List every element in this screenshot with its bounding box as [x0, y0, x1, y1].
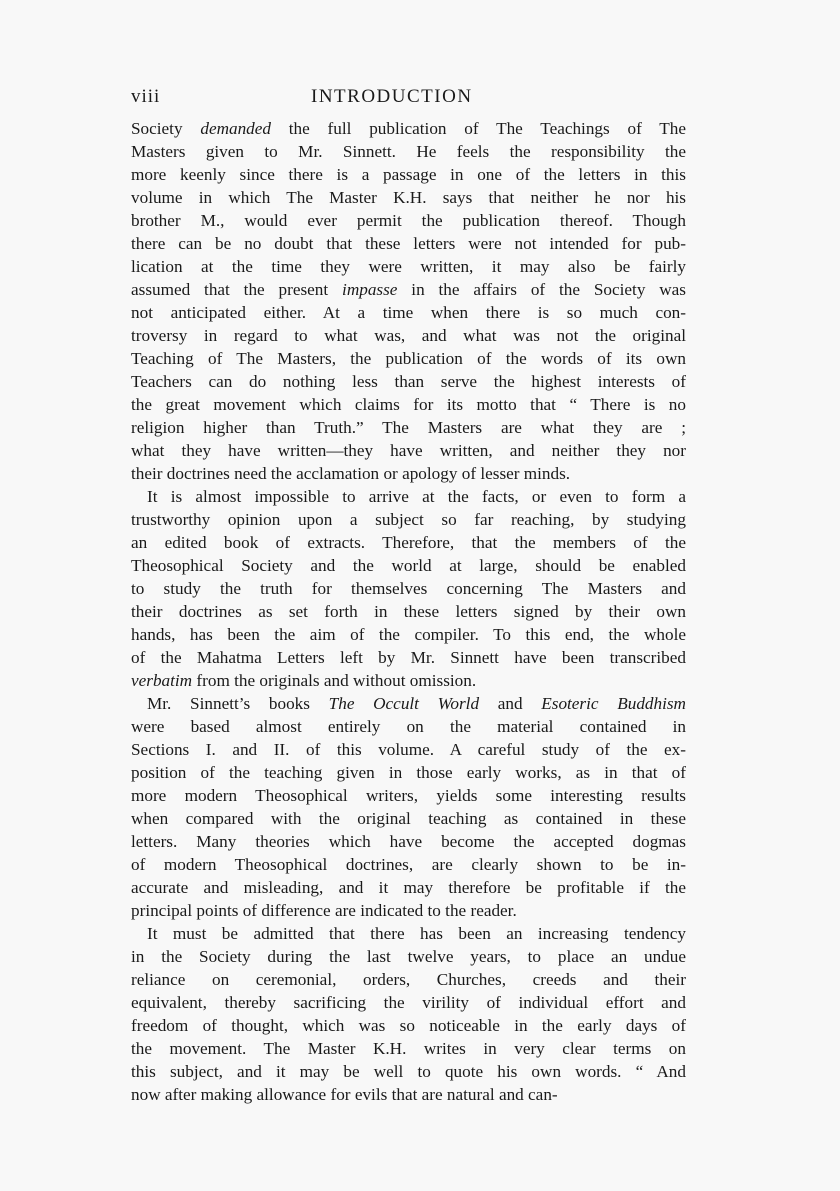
text-run: their doctrines need the acclamation or apology of lesser minds.: [131, 464, 571, 483]
text-line: [131, 186, 686, 209]
text-run: in the Society during the last twelve years, to place an undue: [131, 947, 686, 966]
text-run: accurate and misleading, and it may therefore be profitable if the: [131, 878, 686, 897]
text-line: [131, 462, 686, 485]
text-run: what they have written—they have written, and neither they nor: [131, 441, 686, 460]
text-run: the movement. The Master K.H. writes in very clear terms on: [131, 1039, 686, 1058]
text-run: brother M., would ever permit the publication thereof. Though: [131, 211, 686, 230]
text-line: [131, 968, 686, 991]
paragraph: [131, 692, 686, 922]
italic-text: demanded: [200, 119, 271, 138]
text-line: [131, 646, 686, 669]
text-line: [131, 301, 686, 324]
text-run: were based almost entirely on the material contained in: [131, 717, 686, 736]
text-line: [131, 784, 686, 807]
paragraph: [131, 485, 686, 692]
text-run: of modern Theosophical doctrines, are clearly shown to be in-: [131, 855, 686, 874]
text-run: Masters given to Mr. Sinnett. He feels the responsibility the: [131, 142, 686, 161]
text-line: [131, 600, 686, 623]
text-run: of the Mahatma Letters left by Mr. Sinnett have been transcribed: [131, 648, 686, 667]
text-line: [131, 1060, 686, 1083]
text-line: [131, 554, 686, 577]
text-run: not anticipated either. At a time when there is so much con-: [131, 303, 686, 322]
text-run: equivalent, thereby sacrificing the virility of individual effort and: [131, 993, 686, 1012]
text-run: troversy in regard to what was, and what was not the original: [131, 326, 686, 345]
text-run: the great movement which claims for its motto that “ There is no: [131, 395, 686, 414]
text-run: Mr. Sinnett’s books: [147, 694, 329, 713]
text-line: [131, 715, 686, 738]
text-line: [131, 830, 686, 853]
text-line: [131, 416, 686, 439]
text-run: Society: [131, 119, 201, 138]
text-run: more modern Theosophical writers, yields some interesting results: [131, 786, 686, 805]
text-run: It must be admitted that there has been an increasing tendency: [147, 924, 686, 943]
text-line: [131, 255, 686, 278]
text-run: and: [479, 694, 542, 713]
text-run: in the affairs of the Society was: [397, 280, 686, 299]
text-line: [131, 140, 686, 163]
italic-text: verbatim: [131, 671, 193, 690]
text-run: reliance on ceremonial, orders, Churches, creeds and their: [131, 970, 686, 989]
paragraph: [131, 922, 686, 1106]
text-line: [131, 807, 686, 830]
text-run: there can be no doubt that these letters were not intended for pub-: [131, 234, 686, 253]
text-line: [131, 1037, 686, 1060]
text-run: position of the teaching given in those early works, as in that of: [131, 763, 686, 782]
text-line: [131, 692, 686, 715]
text-line: [131, 117, 686, 140]
text-line: [131, 577, 686, 600]
text-run: freedom of thought, which was so noticeable in the early days of: [131, 1016, 686, 1035]
text-line: [131, 922, 686, 945]
text-line: [131, 163, 686, 186]
text-run: the full publication of The Teachings of The: [270, 119, 686, 138]
text-line: [131, 485, 686, 508]
text-run: Sections I. and II. of this volume. A careful study of the ex-: [131, 740, 686, 759]
running-title: INTRODUCTION: [311, 86, 473, 107]
text-line: [131, 232, 686, 255]
text-line: [131, 439, 686, 462]
text-line: [131, 209, 686, 232]
italic-text: The Occult World: [328, 694, 480, 713]
text-line: [131, 347, 686, 370]
text-run: an edited book of extracts. Therefore, that the members of the: [131, 533, 686, 552]
text-run: Theosophical Society and the world at large, should be enabled: [131, 556, 686, 575]
text-run: It is almost impossible to arrive at the facts, or even to form a: [147, 487, 686, 506]
text-run: to study the truth for themselves concerning The Masters and: [131, 579, 686, 598]
text-run: trustworthy opinion upon a subject so far reaching, by studying: [131, 510, 686, 529]
text-run: when compared with the original teaching as contained in these: [131, 809, 686, 828]
running-header: [131, 86, 686, 116]
text-line: [131, 945, 686, 968]
body-text: [131, 117, 686, 1106]
text-run: more keenly since there is a passage in one of the letters in this: [131, 165, 686, 184]
text-run: Teaching of The Masters, the publication of the words of its own: [131, 349, 686, 368]
text-run: assumed that the present: [131, 280, 343, 299]
text-line: [131, 669, 686, 692]
text-line: [131, 370, 686, 393]
text-line: [131, 531, 686, 554]
text-run: letters. Many theories which have become the accepted dogmas: [131, 832, 686, 851]
text-line: [131, 1083, 686, 1106]
text-run: hands, has been the aim of the compiler. To this end, the whole: [131, 625, 686, 644]
text-run: principal points of difference are indicated to the reader.: [131, 901, 517, 920]
text-line: [131, 324, 686, 347]
text-line: [131, 623, 686, 646]
page-number: viii: [131, 86, 161, 107]
text-line: [131, 991, 686, 1014]
text-line: [131, 761, 686, 784]
text-line: [131, 508, 686, 531]
text-run: this subject, and it may be well to quote his own words. “ And: [131, 1062, 686, 1081]
text-run: religion higher than Truth.” The Masters are what they are ;: [131, 418, 686, 437]
text-line: [131, 393, 686, 416]
text-line: [131, 1014, 686, 1037]
text-run: lication at the time they were written, it may also be fairly: [131, 257, 686, 276]
italic-text: Esoteric Buddhism: [541, 694, 686, 713]
text-line: [131, 853, 686, 876]
text-run: their doctrines as set forth in these letters signed by their own: [131, 602, 686, 621]
text-run: now after making allowance for evils that are natural and can-: [131, 1085, 558, 1104]
text-line: [131, 876, 686, 899]
paragraph: [131, 117, 686, 485]
text-line: [131, 738, 686, 761]
text-line: [131, 278, 686, 301]
text-run: Teachers can do nothing less than serve the highest interests of: [131, 372, 686, 391]
text-run: volume in which The Master K.H. says that neither he nor his: [131, 188, 686, 207]
italic-text: impasse: [342, 280, 398, 299]
text-line: [131, 899, 686, 922]
text-run: from the originals and without omission.: [192, 671, 477, 690]
